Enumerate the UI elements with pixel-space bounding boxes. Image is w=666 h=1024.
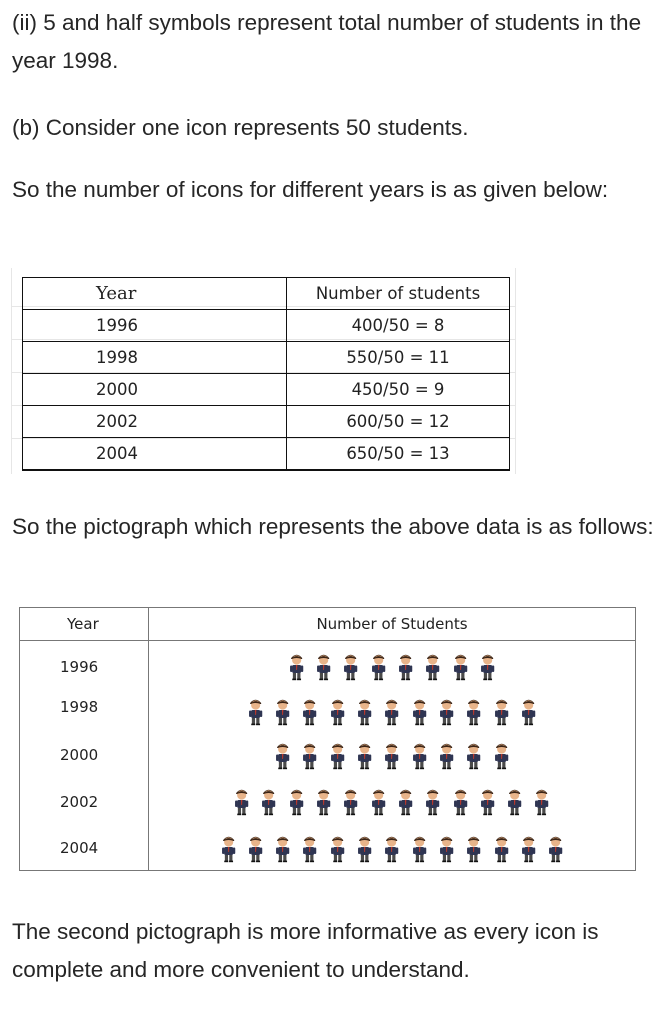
student-icon <box>447 786 474 816</box>
year-header: Year <box>23 278 287 310</box>
pictograph-icons-2004 <box>215 833 570 863</box>
pictograph-year-1996: 1996 <box>60 658 99 676</box>
table-header-row <box>23 278 510 310</box>
student-icon <box>447 651 474 681</box>
student-icon <box>406 696 433 726</box>
student-icon <box>255 786 282 816</box>
student-icon <box>283 651 310 681</box>
year-cell: 1996 <box>23 310 287 342</box>
student-icon <box>501 786 528 816</box>
student-icon <box>351 740 378 770</box>
students-header: Number of students <box>287 278 510 310</box>
pictograph-table <box>19 607 636 871</box>
header-divider <box>20 640 635 641</box>
student-icon <box>337 786 364 816</box>
student-icon <box>419 786 446 816</box>
student-icon <box>324 696 351 726</box>
student-icon <box>406 740 433 770</box>
student-icon <box>460 696 487 726</box>
student-icon <box>324 740 351 770</box>
column-divider <box>148 608 149 870</box>
student-icon <box>269 740 296 770</box>
student-icon <box>488 696 515 726</box>
student-icon <box>378 740 405 770</box>
student-icon <box>392 786 419 816</box>
table-row <box>23 342 510 374</box>
student-icon <box>228 786 255 816</box>
student-icon <box>378 696 405 726</box>
pictograph-year-1998: 1998 <box>60 698 99 716</box>
pictograph-icons-1998 <box>242 696 542 726</box>
count-cell: 400/50 = 8 <box>287 310 510 342</box>
pictograph-year-2004: 2004 <box>60 839 99 857</box>
year-cell: 2002 <box>23 406 287 438</box>
student-icon <box>528 786 555 816</box>
student-icon <box>283 786 310 816</box>
student-icon <box>296 696 323 726</box>
student-icon <box>419 651 446 681</box>
pictograph-icons-1996 <box>283 651 501 681</box>
student-icon <box>242 833 269 863</box>
student-icon <box>269 696 296 726</box>
pictograph-icons-2002 <box>228 786 556 816</box>
student-icon <box>310 786 337 816</box>
student-icon <box>324 833 351 863</box>
student-icon <box>474 651 501 681</box>
student-icon <box>488 833 515 863</box>
table-row <box>23 438 510 471</box>
table-row <box>23 310 510 342</box>
student-icon <box>474 786 501 816</box>
paragraph-pictograph-intro: So the pictograph which represents the above data is as follows: <box>12 514 654 539</box>
count-cell: 650/50 = 13 <box>287 438 510 471</box>
student-icon <box>433 833 460 863</box>
pictograph-year-2000: 2000 <box>60 746 99 764</box>
student-icon <box>365 651 392 681</box>
student-icon <box>433 696 460 726</box>
student-icon <box>296 833 323 863</box>
student-icon <box>242 696 269 726</box>
student-icon <box>365 786 392 816</box>
student-icon <box>515 833 542 863</box>
year-cell: 2000 <box>23 374 287 406</box>
icons-count-table <box>22 277 510 471</box>
student-icon <box>392 651 419 681</box>
year-cell: 2004 <box>23 438 287 471</box>
student-icon <box>351 696 378 726</box>
student-icon <box>542 833 569 863</box>
pictograph-icons-2000 <box>269 740 515 770</box>
pictograph-year-header: Year <box>67 615 99 633</box>
table-row <box>23 374 510 406</box>
student-icon <box>337 651 364 681</box>
count-cell: 600/50 = 12 <box>287 406 510 438</box>
paragraph-b: (b) Consider one icon represents 50 students. <box>12 115 469 140</box>
student-icon <box>215 833 242 863</box>
paragraph-conclusion: The second pictograph is more informative as every icon is complete and more convenient to understand. <box>12 919 599 982</box>
student-icon <box>460 833 487 863</box>
student-icon <box>488 740 515 770</box>
pictograph-students-header: Number of Students <box>316 615 468 633</box>
year-cell: 1998 <box>23 342 287 374</box>
student-icon <box>296 740 323 770</box>
student-icon <box>406 833 433 863</box>
count-cell: 450/50 = 9 <box>287 374 510 406</box>
pictograph-year-2002: 2002 <box>60 793 99 811</box>
student-icon <box>310 651 337 681</box>
student-icon <box>460 740 487 770</box>
student-icon <box>269 833 296 863</box>
student-icon <box>378 833 405 863</box>
count-cell: 550/50 = 11 <box>287 342 510 374</box>
table-row <box>23 406 510 438</box>
paragraph-icons-intro: So the number of icons for different years is as given below: <box>12 177 609 202</box>
student-icon <box>515 696 542 726</box>
student-icon <box>351 833 378 863</box>
student-icon <box>433 740 460 770</box>
paragraph-ii: (ii) 5 and half symbols represent total number of students in the year 1998. <box>12 10 642 73</box>
